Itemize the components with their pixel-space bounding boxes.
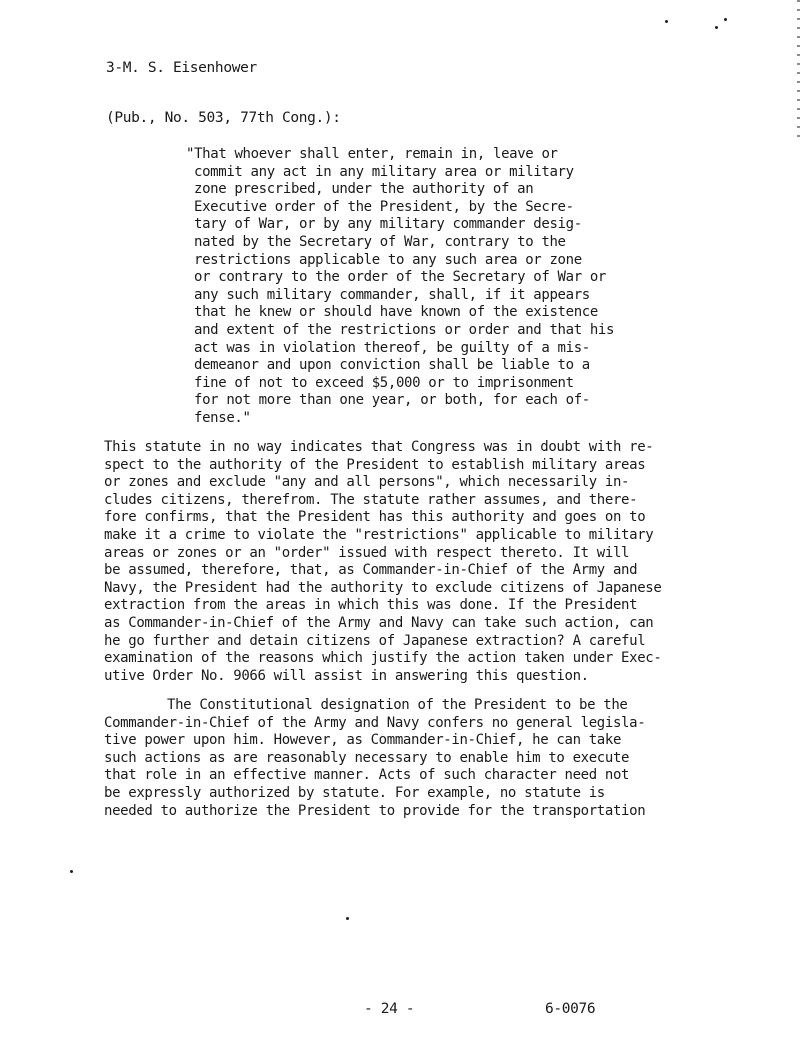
paragraph-line: as Commander-in-Chief of the Army and Navy can take such action, can <box>104 614 654 631</box>
quote-line: commit any act in any military area or military <box>194 163 574 180</box>
scan-speck <box>346 917 349 920</box>
quote-line: "That whoever shall enter, remain in, leave or <box>186 146 558 162</box>
paragraph-line: that role in an effective manner. Acts of such character need not <box>104 767 630 784</box>
page-header: 3-M. S. Eisenhower <box>106 60 257 76</box>
scan-speck <box>665 20 668 23</box>
scan-speck <box>715 26 718 29</box>
quote-line: or contrary to the order of the Secretary of War or <box>194 269 607 286</box>
paragraph-line: spect to the authority of the President to establish military areas <box>104 456 646 473</box>
paragraph-line: be expressly authorized by statute. For example, no statute is <box>104 784 605 801</box>
paragraph-line: utive Order No. 9066 will assist in answering this question. <box>104 667 589 684</box>
paragraph-line: Navy, the President had the authority to exclude citizens of Japanese <box>104 579 662 596</box>
paragraph-line: make it a crime to violate the "restrictions" applicable to military <box>104 526 654 543</box>
paragraph-line: This statute in no way indicates that Congress was in doubt with re- <box>104 439 654 455</box>
document-number: 6-0076 <box>545 1001 596 1017</box>
statute-citation: (Pub., No. 503, 77th Cong.): <box>106 110 341 126</box>
quote-line: demeanor and upon conviction shall be liable to a <box>194 357 590 374</box>
quote-line: zone prescribed, under the authority of an <box>194 181 534 198</box>
paragraph-line: tive power upon him. However, as Commander-in-Chief, he can take <box>104 732 622 749</box>
statute-quote <box>186 146 656 428</box>
page-number: - 24 - <box>364 1001 415 1017</box>
quote-line: for not more than one year, or both, for each of- <box>194 392 590 409</box>
paragraph-line: he go further and detain citizens of Japanese extraction? A careful <box>104 632 646 649</box>
quote-line: fense." <box>194 409 251 426</box>
quote-line: nated by the Secretary of War, contrary to the <box>194 233 566 250</box>
paragraph-line: needed to authorize the President to provide for the transportation <box>104 802 646 819</box>
quote-line: fine of not to exceed $5,000 or to imprisonment <box>194 374 574 391</box>
paragraph-line: be assumed, therefore, that, as Commander-in-Chief of the Army and <box>104 562 638 579</box>
paragraph-line: Commander-in-Chief of the Army and Navy confers no general legisla- <box>104 714 646 731</box>
quote-line: act was in violation thereof, be guilty of a mis- <box>194 339 590 356</box>
body-paragraph-1 <box>104 439 704 685</box>
body-paragraph-2 <box>104 697 704 820</box>
paragraph-line: fore confirms, that the President has this authority and goes on to <box>104 509 646 526</box>
quote-line: that he knew or should have known of the existence <box>194 304 598 321</box>
quote-line: and extent of the restrictions or order and that his <box>194 321 615 338</box>
paragraph-line: or zones and exclude "any and all persons", which necessarily in- <box>104 474 630 491</box>
paragraph-line: areas or zones or an "order" issued with respect thereto. It will <box>104 544 630 561</box>
paragraph-line: cludes citizens, therefrom. The statute rather assumes, and there- <box>104 491 638 508</box>
quote-line: Executive order of the President, by the Secre- <box>194 198 574 215</box>
paragraph-line: examination of the reasons which justify the action taken under Exec- <box>104 650 662 667</box>
paragraph-line: extraction from the areas in which this was done. If the President <box>104 597 638 614</box>
quote-line: tary of War, or by any military commander desig- <box>194 216 582 233</box>
scan-speck <box>724 18 727 21</box>
paragraph-line: The Constitutional designation of the President to be the <box>167 697 628 713</box>
paragraph-line: such actions as are reasonably necessary to enable him to execute <box>104 749 630 766</box>
scan-speck <box>70 870 73 873</box>
quote-line: any such military commander, shall, if it appears <box>194 286 590 303</box>
quote-line: restrictions applicable to any such area or zone <box>194 251 582 268</box>
